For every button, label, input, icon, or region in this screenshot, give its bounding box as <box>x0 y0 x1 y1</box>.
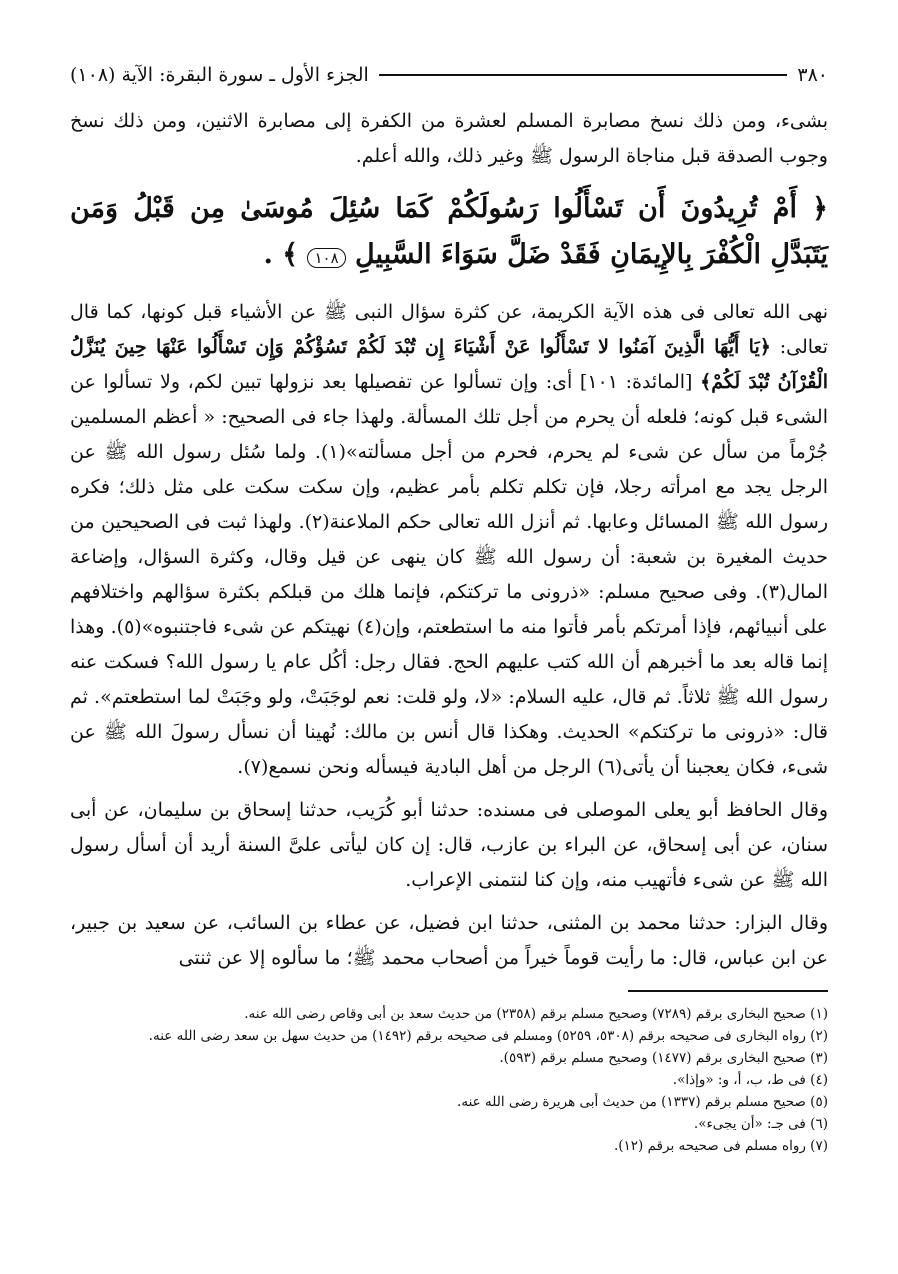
paragraph-body: [المائدة: ١٠١] أى: وإن تسألوا عن تفصيلها بعد نزولها تبين لكم، ولا تسألوا عن الشىء قبل كونه؛ فلعله أن يحرم من أجل تلك المسألة. ولهذا جاء فى الصحيح: « أعظم المسلمين جُرْماً من سأل عن شىء لم يحرم، فحرم من أجل مسألته»(١). ولما سُئل رسول الله ﷺ عن الرجل يجد مع امرأته رجلا، فإن تكلم تكلم بأمر عظيم، وإن سكت سكت على مثل ذلك؛ فكره رسول الله ﷺ المسائل وعابها. ثم أنزل الله تعالى حكم الملاعنة(٢). ولهذا ثبت فى الصحيحين من حديث المغيرة بن شعبة: أن رسول الله ﷺ كان ينهى عن قيل وقال، وكثرة السؤال، وإضاعة المال(٣). وفى صحيح مسلم: «ذرونى ما تركتكم، فإنما هلك من قبلكم بكثرة سؤالهم واختلافهم على أنبيائهم، فإذا أمرتكم بأمر فأتوا منه ما استطعتم، وإن(٤) نهيتكم عن شىء فاجتنبوه»(٥). وهذا إنما قاله بعد ما أخبرهم أن الله كتب عليهم الحج. فقال رجل: أكُل عام يا رسول الله؟ فسكت عنه رسول الله ﷺ ثلاثاً. ثم قال، عليه السلام: «لا، ولو قلت: نعم لوجَبَتْ، ولو وجَبَتْ لما استطعتم». ثم قال: «ذرونى ما تركتكم» الحديث. وهكذا قال أنس بن مالك: نُهينا أن نسأل رسولَ الله ﷺ عن شىء، فكان يعجبنا أن يأتى(٦) الرجل من أهل البادية فيسأله ونحن نسمع(٧). <box>70 371 828 778</box>
verse-close: ﴾ . <box>263 239 299 270</box>
footnote: (٦) فى جـ: «أن يجىء». <box>693 1116 828 1132</box>
quran-quote: ﴿يَا أَيُّهَا الَّذِينَ آمَنُوا لا تَسْأَلُوا عَنْ أَشْيَاءَ إِن تُبْدَ لَكُمْ تَسُؤْكُمْ وَإِن تَسْأَلُوا عَنْهَا حِينَ يُنَزَّلُ الْقُرْآنُ تُبْدَ لَكُمْ﴾ <box>70 336 828 393</box>
footnote: (١) صحيح البخارى برقم (٧٢٨٩) وصحيح مسلم برقم (٢٣٥٨) من حديث سعد بن أبى وقاص رضى الله عنه. <box>244 1006 828 1022</box>
footnote: (٢) رواه البخارى فى صحيحه برقم (٥٣٠٨، ٥٢٥٩) ومسلم فى صحيحه برقم (١٤٩٢) من حديث سهل بن سعد رضى الله عنه. <box>148 1028 828 1044</box>
quran-verse <box>70 186 828 281</box>
footnotes <box>70 1003 828 1157</box>
paragraph: وقال البزار: حدثنا محمد بن المثنى، حدثنا ابن فضيل، عن عطاء بن السائب، عن سعيد بن جبير، عن ابن عباس، قال: ما رأيت قوماً خيراً من أصحاب محمد ﷺ؛ ما سألوه إلا عن ثنتى <box>70 912 828 969</box>
main-text <box>70 104 828 976</box>
footnote: (٧) رواه مسلم فى صحيحه برقم (١٢). <box>613 1138 828 1154</box>
header-title: الجزء الأول ـ سورة البقرة: الآية (١٠٨) <box>70 64 369 86</box>
footnote-divider <box>628 990 828 992</box>
footnote: (٣) صحيح البخارى برقم (١٤٧٧) وصحيح مسلم برقم (٥٩٣). <box>499 1050 828 1066</box>
paragraph <box>70 295 828 785</box>
page-number: ٣٨٠ <box>797 64 828 86</box>
verse-number: ١٠٨ <box>307 248 345 268</box>
running-header <box>70 58 828 92</box>
paragraph-intro: نهى الله تعالى فى هذه الآية الكريمة، عن كثرة سؤال النبى ﷺ عن الأشياء قبل كونها، كما قال تعالى: <box>70 301 828 358</box>
verse-text: ﴿ أَمْ تُرِيدُونَ أَن تَسْأَلُوا رَسُولَكُمْ كَمَا سُئِلَ مُوسَىٰ مِن قَبْلُ وَمَن يَتَبَدَّلِ الْكُفْرَ بِالإِيمَانِ فَقَدْ ضَلَّ سَوَاءَ السَّبِيلِ <box>70 193 828 270</box>
paragraph: بشىء، ومن ذلك نسخ مصابرة المسلم لعشرة من الكفرة إلى مصابرة الاثنين، ومن ذلك نسخ وجوب الصدقة قبل مناجاة الرسول ﷺ وغير ذلك، والله أعلم. <box>70 110 828 167</box>
paragraph: وقال الحافظ أبو يعلى الموصلى فى مسنده: حدثنا أبو كُرَيب، حدثنا إسحاق بن سليمان، عن أبى سنان، عن أبى إسحاق، عن البراء بن عازب، قال: إن كان ليأتى علىَّ السنة أريد أن أسأل رسول الله ﷺ عن شىء فأتهيب منه، وإن كنا لنتمنى الإعراب. <box>70 799 828 891</box>
header-rule <box>379 74 788 76</box>
footnote: (٤) فى ط، ب، أ، و: «وإذا». <box>672 1072 828 1088</box>
footnote: (٥) صحيح مسلم برقم (١٣٣٧) من حديث أبى هريرة رضى الله عنه. <box>457 1094 828 1110</box>
